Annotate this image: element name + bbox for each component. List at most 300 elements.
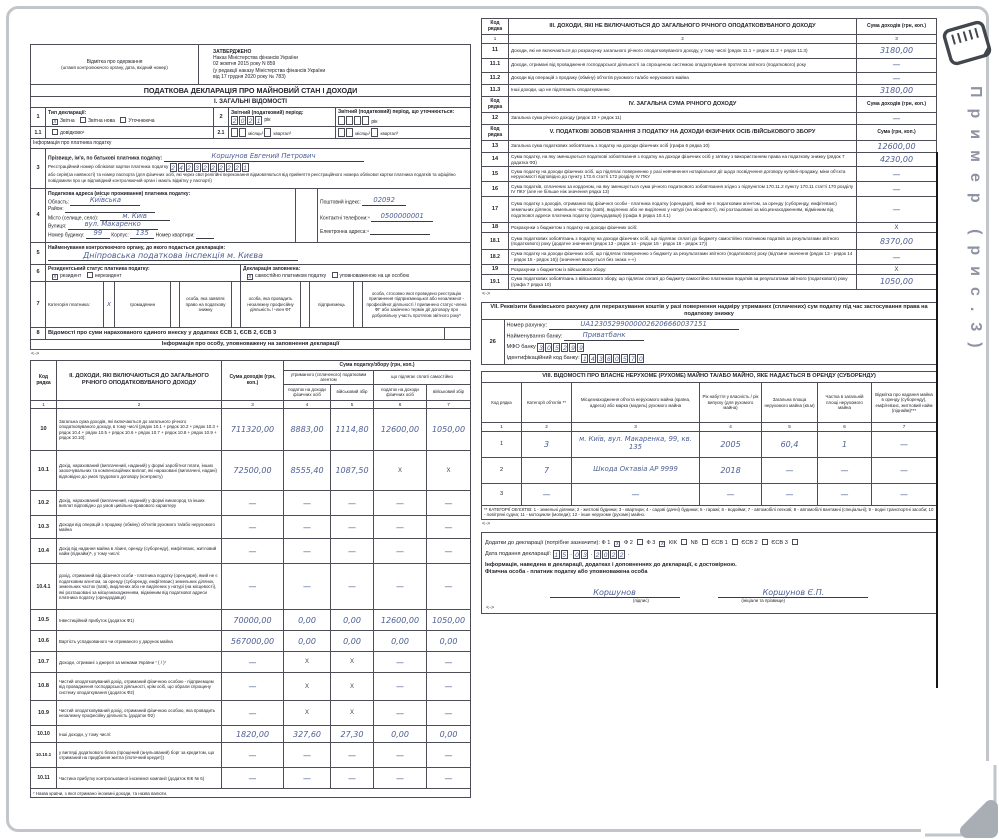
cell-value[interactable]: — xyxy=(857,167,937,182)
col-num: 4 xyxy=(284,400,331,409)
cell-value[interactable]: 72500,00 xyxy=(222,451,284,491)
signature-line xyxy=(485,580,933,598)
cell-value[interactable]: 8370,00 xyxy=(857,233,937,250)
s8-hdr-rent-note: Відмітка про надання майна в оренду (суборенду), емфітевзис, житловий найм (піднайм)*** xyxy=(872,383,937,423)
row-code: 10.3 xyxy=(31,516,57,539)
section3-table xyxy=(481,18,937,290)
row-code: 1.1 xyxy=(31,127,46,139)
cell-value[interactable]: — xyxy=(374,701,427,726)
reg-digit[interactable]: 2 xyxy=(211,165,215,172)
cell-value[interactable]: — xyxy=(222,491,284,516)
phone-field[interactable]: 0500000001 xyxy=(371,213,433,222)
authorized-person-header: Інформація про особу, уповноважену на заповнення декларації xyxy=(30,339,471,350)
cell-share[interactable]: — xyxy=(818,483,872,505)
cell-category[interactable]: 7 xyxy=(522,457,572,483)
cell-value[interactable]: 1050,00 xyxy=(427,610,471,631)
col-num: 3 xyxy=(857,34,937,43)
month-digit[interactable] xyxy=(346,128,353,137)
s2-hdr-code: Код рядка xyxy=(31,361,57,400)
payer-name-field[interactable]: Коршунов Евгений Петрович xyxy=(164,153,364,162)
cell-value[interactable]: 567000,00 xyxy=(222,631,284,652)
example-vertical-label: Пример (рис.3) xyxy=(967,86,984,359)
cell-year[interactable]: 2005 xyxy=(700,431,762,457)
table-row xyxy=(482,264,937,274)
cell-value[interactable]: — xyxy=(284,768,331,789)
col-num: 3 xyxy=(222,400,284,409)
cell-value[interactable]: — xyxy=(427,539,471,564)
cell-value[interactable]: 8883,00 xyxy=(284,409,331,451)
cell-value[interactable]: — xyxy=(427,564,471,610)
cell-value[interactable]: 1087,50 xyxy=(331,451,374,491)
row-code: 11.3 xyxy=(482,84,509,96)
mfo-digit[interactable]: 9 xyxy=(571,345,575,353)
year-digit[interactable] xyxy=(354,116,361,125)
row-code: 19 xyxy=(482,264,509,274)
row-code: 11.1 xyxy=(482,58,509,72)
s2-hdr-tax: Сума податку/збору (грн, коп.) xyxy=(284,361,471,370)
cell-value[interactable]: — xyxy=(427,516,471,539)
quarter-digit[interactable] xyxy=(264,128,271,137)
checkbox-esv1[interactable] xyxy=(732,539,738,545)
cell-value[interactable]: — xyxy=(374,768,427,789)
quarter-label: квартал³ xyxy=(273,131,291,137)
cell-value[interactable]: — xyxy=(331,768,374,789)
cell-value[interactable]: — xyxy=(284,743,331,768)
row-desc: Дохід, нарахований (виплачений, наданий) у формі заробітної плати, інших заохочувальних та компенсаційних виплат, які нараховані (виплачені, надані) відповідно до умов трудового договору (контракту) xyxy=(57,451,222,491)
cell-value[interactable]: — xyxy=(857,182,937,197)
checkbox-zvitna-nova[interactable] xyxy=(80,117,86,123)
row-desc: Розрахунки з бюджетом із військового збору: xyxy=(509,264,857,274)
cell-year[interactable]: — xyxy=(700,483,762,505)
year-digit[interactable]: 2 xyxy=(232,118,237,125)
mfo-digit[interactable]: 3 xyxy=(539,345,543,353)
cell-value[interactable]: 0,00 xyxy=(374,631,427,652)
s2-footnote: ⁷ Назва країни, з якої отримано іноземні доходи, та назва валюти. xyxy=(31,789,471,798)
cell-location[interactable]: — xyxy=(572,483,700,505)
cell-value[interactable]: 3180,00 xyxy=(857,84,937,96)
checkbox-self-filed[interactable]: х xyxy=(248,273,252,280)
cell-value[interactable]: 1114,80 xyxy=(331,409,374,451)
col-num: 5 xyxy=(331,400,374,409)
bank-name-field[interactable]: Приватбанк xyxy=(564,332,644,341)
year-digit[interactable] xyxy=(362,116,369,125)
row-code: 10.6 xyxy=(31,631,57,652)
cell-value[interactable]: — xyxy=(331,491,374,516)
year-suffix: рік xyxy=(371,118,378,125)
s8-footnote: ** КАТЕГОРІЇ ОБ'ЄКТІВ: 1 - земельні ділянки; 2 - житлові будинки; 3 - квартири; 4 - садові (дачні) будинки; 5 - гаражі; 6 - водойми; 7 - автомобілі легкові; 8 - автомобілі вантажні (спеціальні); 9 - водні транспортні засоби; 10 - повітряні судна; 11 - мотоцикли (мопеди); 12 - інше нерухоме (рухоме) майно. xyxy=(482,505,937,519)
col-num: 6 xyxy=(818,423,872,432)
cell-value[interactable]: 0,00 xyxy=(427,726,471,743)
checkbox-esv3[interactable] xyxy=(792,539,798,545)
cell-value[interactable]: — xyxy=(857,112,937,124)
cell-value[interactable]: — xyxy=(427,491,471,516)
cell-value[interactable]: — xyxy=(222,768,284,789)
account-label: Номер рахунку: xyxy=(506,323,548,330)
cell-value[interactable]: — xyxy=(857,58,937,72)
reg-digit[interactable]: 4 xyxy=(179,165,183,172)
cell-value: X xyxy=(374,451,427,491)
cell-location[interactable]: м. Київ, вул. Макаренка, 99, кв. 135 xyxy=(572,431,700,457)
row-desc: Сума податкових зобов'язань з військового збору, що підлягає сплаті до бюджету самостійно платником податків за результатами звітного (податкового) року (графа 7 рядка 10) xyxy=(509,275,857,290)
cell-value[interactable]: — xyxy=(857,72,937,84)
cell-value: X xyxy=(284,673,331,701)
email-field[interactable] xyxy=(370,234,430,235)
row-desc: Дохід від надання майна в лізинг, оренду (суборенду), емфітевзис, житловий найм (піднайм)⁵, у тому числі: xyxy=(57,539,222,564)
row-code: 10.9 xyxy=(31,701,57,726)
col-num: 2 xyxy=(509,34,857,43)
attachment-f2-label: Ф 2 xyxy=(623,539,633,546)
payer-name-label: Прізвище, ім'я, по батькові платника податку: xyxy=(48,155,163,162)
date-digit[interactable]: 3 xyxy=(583,551,587,559)
cell-value[interactable]: — xyxy=(222,743,284,768)
table-row xyxy=(482,182,937,197)
month-label: місяць² xyxy=(355,131,371,137)
bank-id-digit[interactable]: 7 xyxy=(630,356,635,364)
checkbox-nonresident-label: нерезидент xyxy=(94,272,122,279)
cell-share[interactable]: — xyxy=(818,457,872,483)
row-code: 16 xyxy=(482,182,509,197)
bank-id-digit[interactable]: 0 xyxy=(638,356,643,364)
postal-field[interactable]: 02092 xyxy=(362,197,406,206)
cell-value[interactable]: 0,00 xyxy=(331,610,374,631)
cell-value[interactable]: — xyxy=(374,743,427,768)
flat-field[interactable] xyxy=(196,238,214,239)
s4-title: IV. ЗАГАЛЬНА СУМА РІЧНОГО ДОХОДУ xyxy=(509,96,857,112)
attachment-esv2-label: ЄСВ 2 xyxy=(741,539,758,546)
checkbox-authorized[interactable] xyxy=(332,272,338,278)
cell-area[interactable]: — xyxy=(762,457,818,483)
reg-digit[interactable]: 2 xyxy=(227,165,231,172)
reg-digit[interactable]: 2 xyxy=(171,165,175,172)
checkbox-zvitna-label: Звітна xyxy=(60,117,75,124)
date-digit[interactable]: 0 xyxy=(575,551,579,559)
cell-category[interactable]: — xyxy=(522,483,572,505)
col-num: 1 xyxy=(482,34,509,43)
cell-value[interactable]: — xyxy=(374,673,427,701)
cell-value[interactable]: 0,00 xyxy=(374,726,427,743)
row-code: 10.2 xyxy=(31,491,57,516)
row-code: 17 xyxy=(482,197,509,223)
report-period-label: Звітний (податковий) період: xyxy=(231,109,304,116)
region-field[interactable]: Київська xyxy=(70,197,140,206)
date-digit[interactable]: 5 xyxy=(562,551,566,559)
row-code: 18 xyxy=(482,223,509,233)
row-code: 5 xyxy=(31,242,46,264)
cell-value[interactable]: 327,60 xyxy=(284,726,331,743)
bank-id-digit[interactable]: 4 xyxy=(590,356,595,364)
month-quarter-cell xyxy=(229,127,336,139)
table-row xyxy=(482,197,937,223)
row-code: 11 xyxy=(482,43,509,58)
year-digit[interactable]: 2 xyxy=(248,118,253,125)
table-row xyxy=(482,233,937,250)
table-row xyxy=(482,457,937,483)
cell-value[interactable]: 12600,00 xyxy=(374,610,427,631)
cell-value[interactable]: — xyxy=(222,539,284,564)
continuation-marker: <-> xyxy=(482,291,491,298)
city-field[interactable]: м. Київ xyxy=(100,213,170,222)
cell-value[interactable]: 8555,40 xyxy=(284,451,331,491)
cell-value[interactable]: 0,00 xyxy=(284,610,331,631)
mfo-digit[interactable]: 9 xyxy=(579,345,583,353)
reg-digit[interactable]: 3 xyxy=(195,165,199,172)
cell-area[interactable]: — xyxy=(762,483,818,505)
cell-value[interactable]: — xyxy=(222,564,284,610)
margin-divider-line xyxy=(936,152,938,688)
tax-office-field[interactable]: Дніпровська податкова інспекція м. Києва xyxy=(48,251,298,261)
checkbox-resident[interactable]: х xyxy=(53,273,57,280)
month-digit[interactable] xyxy=(231,128,238,137)
attachment-esv3-label: ЄСВ 3 xyxy=(771,539,788,546)
cell-value[interactable]: 1820,00 xyxy=(222,726,284,743)
row-code: 6 xyxy=(31,264,46,281)
continuation-marker: <-> xyxy=(482,520,491,527)
cell-value: X xyxy=(284,701,331,726)
street-field[interactable]: вул. Макаренко xyxy=(68,221,158,230)
checkbox-dovidkovo[interactable] xyxy=(52,129,58,135)
row-desc: Сума податку, на яку зменшуються податкові зобов'язання з податку на доходи фізичних осіб у зв'язку з використанням права на податкову знижку (рядок 7 додатка Ф3) xyxy=(509,152,857,166)
checkbox-esv2[interactable] xyxy=(762,539,768,545)
checkbox-utochnyuyucha-label: Уточнююча xyxy=(128,117,155,124)
cell-value[interactable]: — xyxy=(857,197,937,223)
cell-value[interactable]: — xyxy=(374,652,427,673)
cell-rent-note[interactable]: — xyxy=(872,457,937,483)
table-row xyxy=(31,673,471,701)
category-mark-citizen[interactable]: х xyxy=(104,281,115,327)
bank-id-digit[interactable]: 6 xyxy=(606,356,611,364)
checkbox-n8[interactable] xyxy=(702,539,708,545)
checkbox-f1[interactable]: х xyxy=(615,540,619,547)
s2-hdr-pdfo: податок на доходи фізичних осіб xyxy=(374,384,427,400)
region-label: Область: xyxy=(48,199,70,206)
cell-value[interactable]: — xyxy=(222,652,284,673)
year-digit[interactable]: 1 xyxy=(256,118,261,125)
cell-value[interactable]: — xyxy=(222,701,284,726)
row-code: 18.1 xyxy=(482,233,509,250)
filing-date-label: Дата подання декларації: xyxy=(485,550,552,557)
category-mark-cell[interactable] xyxy=(171,281,180,327)
table-row xyxy=(482,431,937,457)
phone-label: Контактні телефони:⁴ xyxy=(320,215,370,222)
row-desc: Доходи, отримані від провадження господарської діяльності за спрощеною системою оподаткування протягом звітного (податкового) року xyxy=(509,58,857,72)
month-digit[interactable] xyxy=(239,128,246,137)
attachments-label: Додатки до декларації (потрібне зазначити): xyxy=(485,539,600,546)
cell-value[interactable]: — xyxy=(284,491,331,516)
category-terminated: особа, стосовно якої проведено реєстрацію припинення підприємницької або незалежної - професійної діяльності / припинено статус члена ФГ або закінчено термін дії договору про добровільну участь протягом звітного року⁵ xyxy=(363,281,471,327)
year-digit[interactable] xyxy=(346,116,353,125)
row-desc: Сума податкових зобов'язань з податку на доходи фізичних осіб, що підлягає сплаті до бюджету самостійно платником податків за результатами звітного (податкового) року (додатне значення (рядок 13 - рядок 14 - рядок 15 - рядок 16 - рядок 17)) xyxy=(509,233,857,250)
cell-value[interactable]: — xyxy=(857,250,937,264)
cell-value: X xyxy=(857,264,937,274)
row-desc: Загальна сума податкових зобов'язань з податку на доходи фізичних осіб (графа 6 рядка 10) xyxy=(509,140,857,152)
approved-line: 02 жовтня 2015 року N 859 xyxy=(213,61,276,68)
date-digit[interactable]: 1 xyxy=(554,551,558,559)
checkbox-self-filed-label: самостійно платником податку xyxy=(255,272,327,279)
cell-value[interactable]: 0,00 xyxy=(331,631,374,652)
s4-hdr-sum: Сума доходів (грн, коп.) xyxy=(857,96,937,112)
cell-value[interactable]: 4230,00 xyxy=(857,152,937,166)
table-row xyxy=(31,631,471,652)
house-field[interactable]: 99 xyxy=(86,230,110,239)
date-digit[interactable]: 2 xyxy=(619,551,624,559)
esv-mark-cell[interactable] xyxy=(445,327,471,339)
cell-value[interactable]: — xyxy=(331,539,374,564)
korpus-field[interactable]: 135 xyxy=(130,230,154,239)
checkbox-nonresident[interactable] xyxy=(87,272,93,278)
s8-hdr-category: Категорії об'єктів ** xyxy=(522,383,572,423)
month-digit[interactable] xyxy=(338,128,345,137)
row-desc: дохід, отриманий від фізичної особи - платника податку (орендаря), який не є податковим агентом, за оренду (суборенду, емфітевзис) земельних ділянок, земельних часток (паїв), виділених або не виділених у натурі (на місцевості), які розташовані за місцезнаходженням, відмінним від податкової адреси платника податку (орендодавця) xyxy=(57,564,222,610)
year-suffix: рік xyxy=(264,117,271,123)
row-desc: у вигляді додаткового блага (прощений (анульований) борг за кредитом, що отриманий на придбання житла (іпотечний кредит)) xyxy=(57,743,222,768)
col-num: 1 xyxy=(31,400,57,409)
row-desc: Вартість успадкованого чи отриманого у дарунок майна xyxy=(57,631,222,652)
email-label: Електронна адреса:⁴ xyxy=(320,228,369,235)
category-mark-cell[interactable] xyxy=(301,281,310,327)
s8-hdr-location: Місцезнаходження об'єкта нерухомого майна (країна, адреса) або марка (модель) рухомого майна xyxy=(572,383,700,423)
checkbox-f2[interactable] xyxy=(637,539,643,545)
quarter-digit[interactable] xyxy=(371,128,378,137)
cell-value[interactable]: 27,30 xyxy=(331,726,374,743)
row-code: 26 xyxy=(482,320,504,364)
cell-value[interactable]: 12600,00 xyxy=(374,409,427,451)
cell-location[interactable]: Шкода Октавіа АР 9999 xyxy=(572,457,700,483)
cell-year[interactable]: 2018 xyxy=(700,457,762,483)
approved-line: Наказ Міністерства фінансів України xyxy=(213,54,298,61)
clarified-period-label: Звітний (податковий) період, що уточнюється: xyxy=(338,109,455,116)
col-num: 4 xyxy=(700,423,762,432)
table-row xyxy=(31,610,471,631)
postal-label: Поштовий індекс: xyxy=(320,199,361,206)
cell-value[interactable]: — xyxy=(374,564,427,610)
cell-value[interactable]: — xyxy=(284,539,331,564)
date-dig it[interactable]: 0 xyxy=(603,551,608,559)
checkbox-zvitna-nova-label: Звітна нова xyxy=(88,117,115,124)
row-desc: Доходи, які не включаються до розрахунку загального річного оподатковуваного доходу, у тому числі (рядок 11.1 + рядок 11.2 + рядок 11.3) xyxy=(509,43,857,58)
cell-category[interactable]: 3 xyxy=(522,431,572,457)
dovidkovo-cell xyxy=(46,127,214,139)
checkbox-utochnyuyucha[interactable] xyxy=(120,117,126,123)
checkbox-kik[interactable] xyxy=(681,539,687,545)
cell-value[interactable]: 12600,00 xyxy=(857,140,937,152)
cell-value[interactable]: — xyxy=(427,701,471,726)
category-mark-cell[interactable] xyxy=(232,281,241,327)
table-row xyxy=(31,726,471,743)
table-row xyxy=(482,58,937,72)
row-desc: Доходи, отримані з джерел за межами України ⁷ ( / )⁷ xyxy=(57,652,222,673)
declaration-type-label: Тип декларації: xyxy=(48,110,87,117)
row-desc: Чистий оподатковуваний дохід, отриманий фізичною особою, яка провадить незалежну професійну діяльність (додаток Ф2) xyxy=(57,701,222,726)
mfo-digit[interactable]: 5 xyxy=(555,345,559,353)
cell-value[interactable]: — xyxy=(284,564,331,610)
reg-digit[interactable]: 2 xyxy=(219,165,223,172)
checkbox-authorized-label: уповноваженою на це особою xyxy=(339,272,410,279)
cell-value[interactable]: — xyxy=(374,539,427,564)
notepad-icon xyxy=(938,10,996,76)
cell-value[interactable]: — xyxy=(427,652,471,673)
cell-value[interactable]: 70000,00 xyxy=(222,610,284,631)
cell-value[interactable]: — xyxy=(374,491,427,516)
cell-rent-note[interactable]: — xyxy=(872,431,937,457)
cell-value[interactable]: — xyxy=(331,516,374,539)
category-mark-cell[interactable] xyxy=(354,281,363,327)
address-label: Податкова адреса (місце проживання) платника податку: xyxy=(48,191,191,198)
year-digit[interactable] xyxy=(338,116,345,125)
cell-value[interactable]: — xyxy=(427,673,471,701)
cell-value[interactable]: — xyxy=(331,743,374,768)
row-desc: Інші доходи, що не підлягають оподаткуванню xyxy=(509,84,857,96)
cell-value[interactable]: — xyxy=(284,516,331,539)
row1-2-table xyxy=(30,107,471,139)
street-label: Вулиця: xyxy=(48,223,67,230)
checkbox-resident-label: резидент xyxy=(60,272,82,279)
checkbox-zvitna[interactable]: х xyxy=(53,118,57,125)
cell-value[interactable]: — xyxy=(222,516,284,539)
table-row xyxy=(31,516,471,539)
cell-value[interactable]: 0,00 xyxy=(427,631,471,652)
s8-hdr-area: Загальна площа нерухомого майна (кв.м) xyxy=(762,383,818,423)
table-row xyxy=(31,409,471,451)
row-code: 18.2 xyxy=(482,250,509,264)
cell-value[interactable]: — xyxy=(331,564,374,610)
row-code: 11.2 xyxy=(482,72,509,84)
bank-id-digit[interactable]: 3 xyxy=(598,356,603,364)
s3-hdr-sum: Сума доходів (грн, коп.) xyxy=(857,19,937,35)
cell-value: X xyxy=(331,673,374,701)
reg-digit[interactable]: 2 xyxy=(203,165,207,172)
date-digit[interactable]: 2 xyxy=(611,551,616,559)
section8-property-table xyxy=(481,371,937,520)
cell-value[interactable]: 711320,00 xyxy=(222,409,284,451)
year-digit[interactable]: 0 xyxy=(240,118,245,125)
row-code: 10.4.1 xyxy=(31,564,57,610)
reg-digit[interactable]: 1 xyxy=(243,165,247,172)
date-digit[interactable]: 2 xyxy=(595,551,600,559)
cell-share[interactable]: 1 xyxy=(818,431,872,457)
table-row xyxy=(31,451,471,491)
mfo-digit[interactable]: 2 xyxy=(563,345,567,353)
reg-digit[interactable]: 2 xyxy=(235,165,239,172)
dovidkovo-label: довідково¹ xyxy=(60,130,85,136)
cell-value: X xyxy=(284,652,331,673)
row-code: 4 xyxy=(31,188,46,242)
cell-value[interactable]: — xyxy=(222,673,284,701)
row-code: 10 xyxy=(31,409,57,451)
bank-id-digit[interactable]: 0 xyxy=(614,356,619,364)
stamp-cell xyxy=(31,45,199,85)
attachment-kik-label: КІК xyxy=(668,539,677,546)
row-code: 1 xyxy=(482,431,522,457)
mfo-digit[interactable]: 0 xyxy=(547,345,551,353)
cell-value[interactable]: — xyxy=(427,768,471,789)
bank-id-digit[interactable]: 1 xyxy=(582,356,587,364)
cell-value[interactable]: 3180,00 xyxy=(857,43,937,58)
cell-value[interactable]: 0,00 xyxy=(284,631,331,652)
bank-id-digit[interactable]: 5 xyxy=(622,356,627,364)
account-field[interactable]: UA123052990000026206660037151 xyxy=(549,321,739,330)
cell-value[interactable]: 1050,00 xyxy=(427,409,471,451)
signature-field[interactable]: Коршунов xyxy=(550,588,680,598)
row4-table xyxy=(30,188,471,243)
checkbox-f3[interactable]: х xyxy=(660,540,664,547)
signer-name-field[interactable]: Коршунов Є.П. xyxy=(718,588,868,598)
cell-value[interactable]: — xyxy=(374,516,427,539)
cell-value[interactable]: — xyxy=(427,743,471,768)
cell-area[interactable]: 60,4 xyxy=(762,431,818,457)
reg-digit[interactable]: 2 xyxy=(187,165,191,172)
cell-rent-note[interactable]: — xyxy=(872,483,937,505)
cell-value[interactable]: 1050,00 xyxy=(857,275,937,290)
